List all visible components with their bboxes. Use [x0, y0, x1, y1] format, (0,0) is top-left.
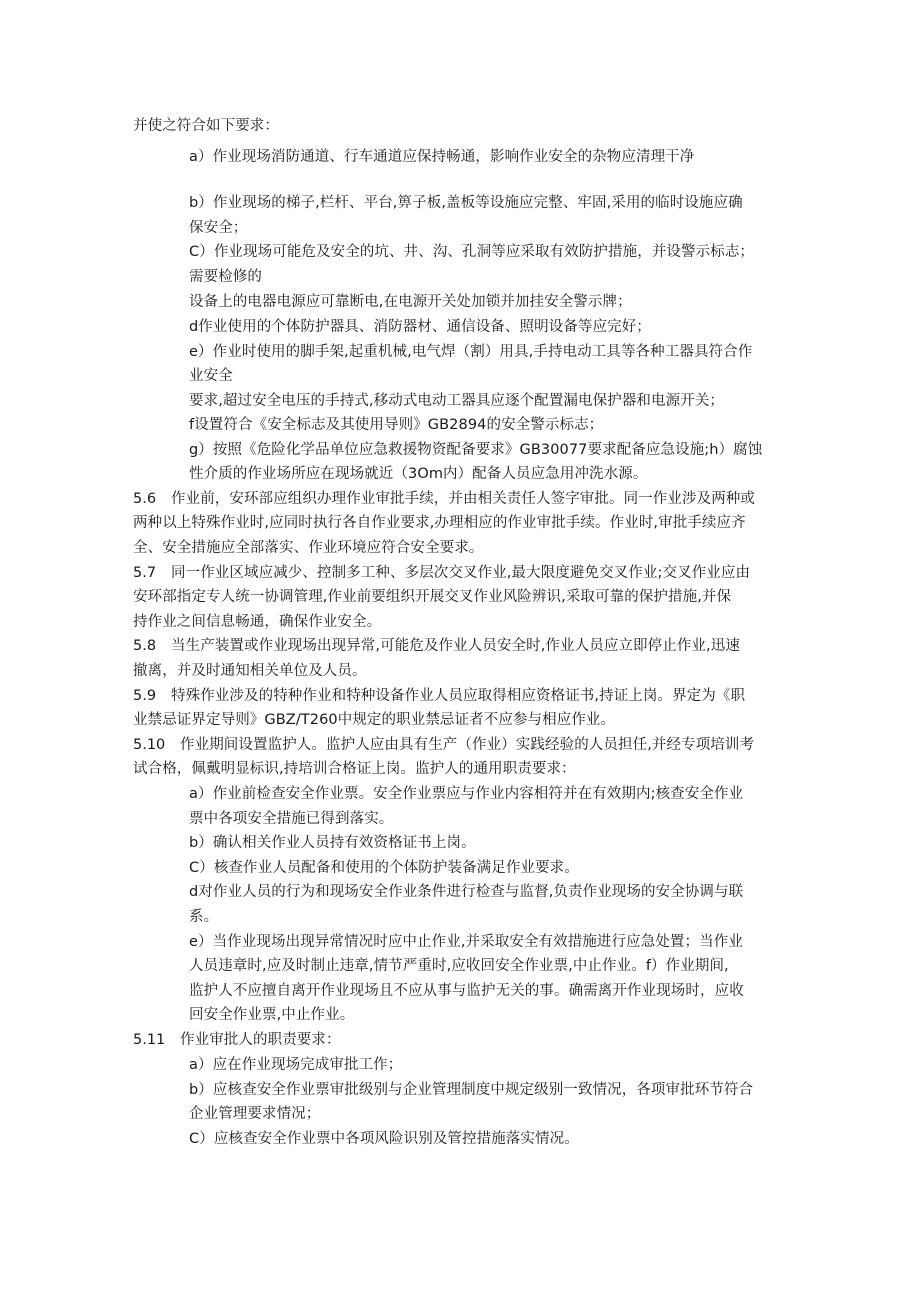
text-line: 保安全； [189, 220, 248, 236]
section-number: 5.7 [133, 565, 157, 581]
text-line: 企业管理要求情况； [189, 1106, 321, 1122]
list-item-d: d对作业人员的行为和现场安全作业条件进行检查与监督,负责作业现场的安全协调与联 [189, 884, 744, 900]
section-text: 作业前，安环部应组织办理作业审批手续，并由相关责任人签字审批。同一作业涉及两种或 [171, 491, 755, 507]
list-item-a: a）应在作业现场完成审批工作； [189, 1057, 403, 1073]
section-text: 两种以上特殊作业时,应同时执行各自作业要求,办理相应的作业审批手续。作业时,审批手续应齐 [133, 515, 746, 531]
list-item-e: e）当作业现场出现异常情况时应中止作业,并采取安全有效措施进行应急处置；当作业 [189, 934, 743, 950]
section-text: 持作业之间信息畅通，确保作业安全。 [133, 614, 382, 630]
text-line: 票中各项安全措施已得到落实。 [189, 811, 394, 827]
section-number: 5.11 [133, 1032, 166, 1048]
section-text: 全、安全措施应全部落实、作业环境应符合安全要求。 [133, 540, 484, 556]
text-line: 并使之符合如下要求： [133, 118, 279, 134]
text-line: 要求,超过安全电压的手持式,移动式电动工器具应逐个配置漏电保护器和电源开关； [189, 393, 725, 409]
text-line: 业安全 [189, 368, 233, 384]
list-item-g: g）按照《危险化学品单位应急救援物资配备要求》GB30077要求配备应急设施;h）腐蚀 [189, 442, 763, 458]
text-line: 设备上的电器电源应可靠断电,在电源开关处加锁并加挂安全警示牌； [189, 294, 632, 310]
section-text: 安环部指定专人统一协调管理,作业前要组织开展交叉作业风险辨识,采取可靠的保护措施,并保 [133, 589, 732, 605]
text-line: 监护人不应擅自离开作业现场且不应从事与监护无关的事。确需离开作业现场时，应收 [189, 983, 744, 999]
list-item-a: a）作业前检查安全作业票。安全作业票应与作业内容相符并在有效期内;核查安全作业 [189, 786, 744, 802]
list-item-c: C）作业现场可能危及安全的坑、井、沟、孔洞等应采取有效防护措施，并设警示标志； [189, 244, 755, 260]
list-item-c: C）核查作业人员配备和使用的个体防护装备满足作业要求。 [189, 860, 579, 876]
list-item-f: f设置符合《安全标志及其使用导则》GB2894的安全警示标志； [189, 417, 604, 433]
section-text: 撤离，并及时通知相关单位及人员。 [133, 663, 367, 679]
section-number: 5.10 [133, 737, 166, 753]
section-text: 当生产装置或作业现场出现异常,可能危及作业人员安全时,作业人员应立即停止作业,迅速 [171, 638, 740, 654]
section-text: 业禁忌证界定导则》GBZ/T260中规定的职业禁忌证者不应参与相应作业。 [133, 712, 616, 728]
section-number: 5.6 [133, 491, 157, 507]
list-item-e: e）作业时使用的脚手架,起重机械,电气焊（割）用具,手持电动工具等各种工器具符合作 [189, 344, 753, 360]
list-item-b: b）作业现场的梯子,栏杆、平台,箅子板,盖板等设施应完整、牢固,采用的临时设施应确 [189, 195, 743, 211]
text-line: 系。 [189, 909, 219, 925]
text-line: 性介质的作业场所应在现场就近（3Om内）配备人员应急用冲洗水源。 [189, 466, 648, 482]
text-line: 回安全作业票,中止作业。 [189, 1007, 355, 1023]
list-item-c: C）应核查安全作业票中各项风险识别及管控措施落实情况。 [189, 1131, 579, 1147]
section-text: 作业审批人的职责要求： [180, 1032, 341, 1048]
section-text: 试合格，佩戴明显标识,持培训合格证上岗。监护人的通用职责要求： [133, 761, 576, 777]
section-text: 同一作业区域应减少、控制多工种、多层次交叉作业,最大限度避免交叉作业;交叉作业应由 [171, 565, 751, 581]
list-item-b: b）确认相关作业人员持有效资格证书上岗。 [189, 835, 476, 851]
list-item-b: b）应核查安全作业票审批级别与企业管理制度中规定级别一致情况，各项审批环节符合 [189, 1082, 754, 1098]
text-line: 需要检修的 [189, 269, 262, 285]
section-number: 5.9 [133, 688, 157, 704]
list-item-a: a）作业现场消防通道、行车通道应保持畅通，影响作业安全的杂物应清理干净 [189, 149, 695, 165]
list-item-d: d作业使用的个体防护器具、消防器材、通信设备、照明设备等应完好； [189, 319, 651, 335]
section-text: 特殊作业涉及的特种作业和特种设备作业人员应取得相应资格证书,持证上岗。界定为《职 [171, 688, 746, 704]
section-number: 5.8 [133, 638, 157, 654]
section-text: 作业期间设置监护人。监护人应由具有生产（作业）实践经验的人员担任,并经专项培训考 [180, 737, 755, 753]
text-line: 人员违章时,应及时制止违章,情节严重时,应收回安全作业票,中止作业。f）作业期间, [189, 958, 729, 974]
